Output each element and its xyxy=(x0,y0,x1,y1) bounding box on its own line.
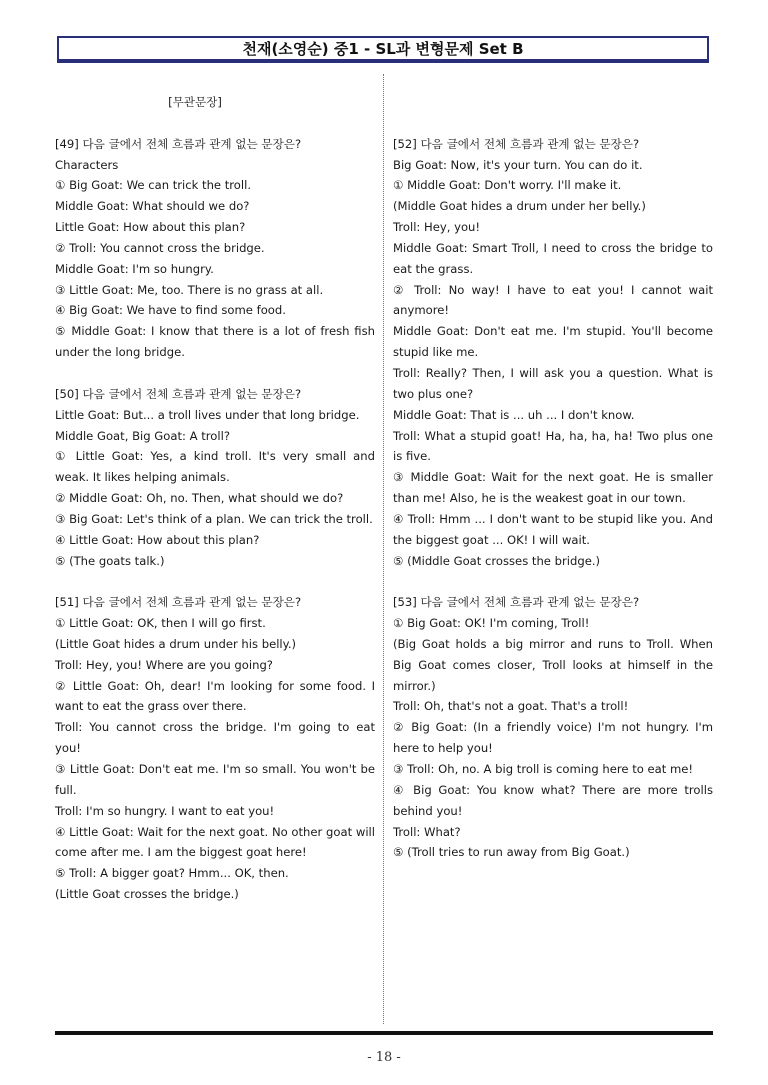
right-column xyxy=(393,92,713,863)
question-line: ② Troll: No way! I have to eat you! I cannot wait anymore! xyxy=(393,282,713,318)
question-line: Little Goat: How about this plan? xyxy=(55,220,246,235)
question-line: ④ Troll: Hmm ... I don't want to be stupid like you. And the biggest goat ... OK! I will wait. xyxy=(393,511,713,547)
question-line: Middle Goat: What should we do? xyxy=(55,199,250,214)
question-title: [53] 다음 글에서 전체 흐름과 관계 없는 문장은? xyxy=(393,595,640,610)
question-line: Troll: I'm so hungry. I want to eat you! xyxy=(55,803,275,818)
column-divider xyxy=(383,74,384,1024)
question-line: ② Middle Goat: Oh, no. Then, what should we do? xyxy=(55,491,344,506)
question-title: [52] 다음 글에서 전체 흐름과 관계 없는 문장은? xyxy=(393,136,640,151)
question-line: ② Little Goat: Oh, dear! I'm looking for some food. I want to eat the grass over there. xyxy=(55,678,375,714)
question-line: (Little Goat hides a drum under his belly.) xyxy=(55,636,297,651)
question-line: ③ Middle Goat: Wait for the next goat. He is smaller than me! Also, he is the weakest goat in our town. xyxy=(393,470,713,506)
question-line: ⑤ Middle Goat: I know that there is a lot of fresh fish under the long bridge. xyxy=(55,324,375,360)
question-line: (Middle Goat hides a drum under her belly.) xyxy=(393,199,646,214)
question-line: Troll: Hey, you! Where are you going? xyxy=(55,657,273,672)
question-line: Little Goat: But... a troll lives under that long bridge. xyxy=(55,407,360,422)
question-line: ⑤ Troll: A bigger goat? Hmm... OK, then. xyxy=(55,866,289,881)
question-line: ④ Big Goat: You know what? There are more trolls behind you! xyxy=(393,782,713,818)
question-line: ④ Little Goat: How about this plan? xyxy=(55,532,260,547)
question-52 xyxy=(393,134,713,572)
header-title: 천재(소영순) 중1 - SL과 변형문제 Set B xyxy=(242,40,524,58)
question-51 xyxy=(55,592,375,905)
question-line: Troll: Hey, you! xyxy=(393,220,481,235)
question-line: (Little Goat crosses the bridge.) xyxy=(55,887,239,902)
question-title: [50] 다음 글에서 전체 흐름과 관계 없는 문장은? xyxy=(55,386,302,401)
question-line: Middle Goat: Don't eat me. I'm stupid. You'll become stupid like me. xyxy=(393,324,713,360)
question-title: [51] 다음 글에서 전체 흐름과 관계 없는 문장은? xyxy=(55,595,302,610)
question-line: Middle Goat, Big Goat: A troll? xyxy=(55,428,230,443)
question-line: ③ Troll: Oh, no. A big troll is coming here to eat me! xyxy=(393,762,694,776)
page-header xyxy=(57,36,709,63)
question-line: Troll: What a stupid goat! Ha, ha, ha, ha! Two plus one is five. xyxy=(393,428,713,464)
question-title: [49] 다음 글에서 전체 흐름과 관계 없는 문장은? xyxy=(55,136,302,151)
question-line: ② Big Goat: (In a friendly voice) I'm not hungry. I'm here to help you! xyxy=(393,720,713,756)
question-line: Characters xyxy=(55,157,119,172)
question-50 xyxy=(55,384,375,572)
question-line: Middle Goat: I'm so hungry. xyxy=(55,261,214,276)
question-line: ① Little Goat: Yes, a kind troll. It's very small and weak. It likes helping animals. xyxy=(55,449,375,485)
question-line: ③ Little Goat: Me, too. There is no grass at all. xyxy=(55,282,324,297)
question-53 xyxy=(393,592,713,863)
question-line: Troll: What? xyxy=(393,824,461,839)
question-line: ① Big Goat: OK! I'm coming, Troll! xyxy=(393,616,590,631)
question-line: (Big Goat holds a big mirror and runs to Troll. When Big Goat comes closer, Troll looks at himself in the mirror.) xyxy=(393,636,713,693)
section-title: [무관문장] xyxy=(168,95,222,109)
question-line: ① Middle Goat: Don't worry. I'll make it. xyxy=(393,178,622,193)
question-line: ③ Big Goat: Let's think of a plan. We can trick the troll. xyxy=(55,511,373,526)
page-number: - 18 - xyxy=(367,1050,401,1065)
question-line: Troll: You cannot cross the bridge. I'm going to eat you! xyxy=(55,720,375,756)
question-line: Big Goat: Now, it's your turn. You can do it. xyxy=(393,157,643,172)
question-line: Middle Goat: Smart Troll, I need to cross the bridge to eat the grass. xyxy=(393,240,713,276)
question-line: ⑤ (Middle Goat crosses the bridge.) xyxy=(393,553,601,568)
question-line: ① Big Goat: We can trick the troll. xyxy=(55,178,252,193)
question-line: ⑤ (Troll tries to run away from Big Goat.) xyxy=(393,845,630,860)
question-line: Troll: Really? Then, I will ask you a question. What is two plus one? xyxy=(393,365,713,401)
question-line: ① Little Goat: OK, then I will go first. xyxy=(55,616,266,631)
question-line: ④ Little Goat: Wait for the next goat. No other goat will come after me. I am the biggest goat here! xyxy=(55,824,375,860)
left-column xyxy=(55,92,375,905)
question-line: Troll: Oh, that's not a goat. That's a troll! xyxy=(393,699,629,714)
question-line: ④ Big Goat: We have to find some food. xyxy=(55,303,286,318)
footer-rule xyxy=(55,1031,713,1035)
question-line: ② Troll: You cannot cross the bridge. xyxy=(55,240,265,255)
question-line: ③ Little Goat: Don't eat me. I'm so small. You won't be full. xyxy=(55,762,375,797)
question-49 xyxy=(55,134,375,363)
question-line: Middle Goat: That is ... uh ... I don't know. xyxy=(393,407,635,422)
question-line: ⑤ (The goats talk.) xyxy=(55,553,165,568)
